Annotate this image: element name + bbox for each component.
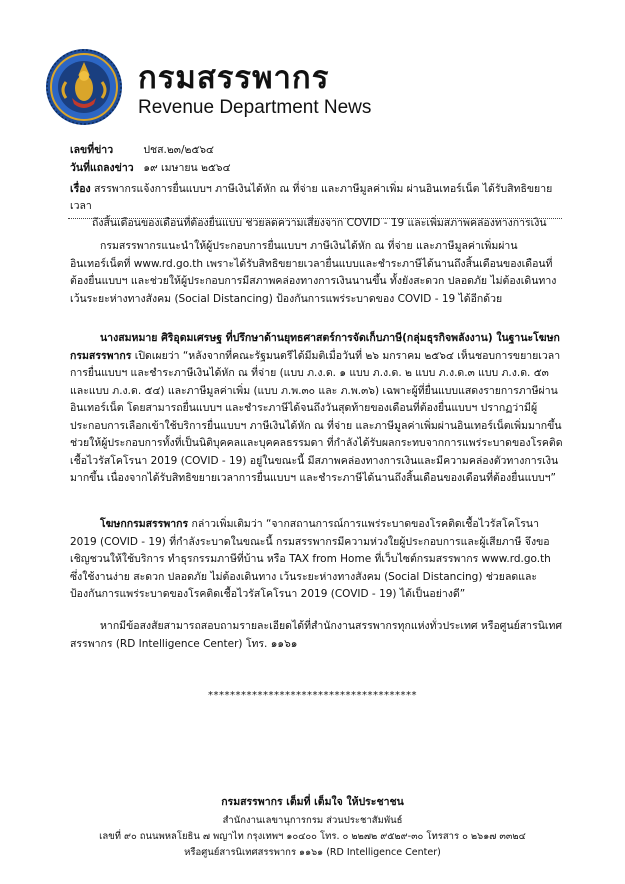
subject-label: เรื่อง <box>70 183 91 195</box>
footer-address: เลขที่ ๙๐ ถนนพหลโยธิน ๗ พญาไท กรุงเทพฯ ๑๐๔๐๐ โทร. ๐ ๒๒๗๒ ๙๕๒๙-๓๐ โทรสาร ๐ ๒๖๑๗ ๓๓๒๔ <box>99 831 526 842</box>
revenue-department-seal-icon <box>44 46 124 128</box>
dotted-divider <box>68 218 562 219</box>
paragraph-3-text: กล่าวเพิ่มเติมว่า “จากสถานการณ์การแพร่ระบาดของโรคติดเชื้อไวรัสโคโรนา 2019 (COVID - 19) ที่กำลังระบาดในขณะนี้ กรมสรรพากรมีความห่วงใยผู้ประกอบการและผู้เสียภาษี จึงขอเชิญชวนให้ใช้บริการ ทำธุรกรรมภาษีที่บ้าน หรือ TAX from Home ที่เว็บไซต์กรมสรรพากร www.rd.go.th ซึ่งใช้งานง่าย สะดวก ปลอดภัย ไม่ต้องเดินทาง เว้นระยะห่างทางสังคม (Social Distancing) ช่วยลดและป้องกันการแพร่ระบาดของโรคติดเชื้อไวรัสโคโรนา 2019 (COVID - 19) ได้เป็นอย่างดี” <box>70 518 551 600</box>
news-number-label: เลขที่ข่าว <box>70 144 114 156</box>
paragraph-1-text: กรมสรรพากรแนะนำให้ผู้ประกอบการยื่นแบบฯ ภาษีเงินได้หัก ณ ที่จ่าย และภาษีมูลค่าเพิ่มผ่านอินเทอร์เน็ตที่ www.rd.go.th เพราะได้รับสิทธิขยายเวลายื่นแบบและชำระภาษีได้นานถึงสิ้นเดือนของเดือนที่ต้องยื่นแบบฯ และช่วยให้ผู้ประกอบการมีสภาพคล่องทางการเงินนานขึ้น ทั้งยังสะดวก ปลอดภัย ไม่ต้องเดินทาง เว้นระยะห่างทางสังคม (Social Distancing) ป้องกันการแพร่ระบาดของ COVID - 19 ได้อีกด้วย <box>70 240 557 305</box>
paragraph-2 <box>70 330 565 488</box>
paragraph-4 <box>70 618 565 653</box>
subject-line-2: ถึงสิ้นเดือนของเดือนที่ต้องยื่นแบบ ช่วยลดความเสี่ยงจาก COVID - 19 และเพิ่มสภาพคล่องทางการเงิน <box>92 217 547 229</box>
paragraph-1 <box>70 238 565 308</box>
subject-line-1: สรรพากรแจ้งการยื่นแบบฯ ภาษีเงินได้หัก ณ ที่จ่าย และภาษีมูลค่าเพิ่ม ผ่านอินเทอร์เน็ต ได้รับสิทธิขยายเวลา <box>70 183 553 212</box>
release-date: ๑๙ เมษายน ๒๕๖๔ <box>143 162 231 174</box>
date-row <box>70 160 231 176</box>
header-title-en: Revenue Department News <box>138 97 372 118</box>
footer-motto: กรมสรรพากร เต็มที่ เต็มใจ ให้ประชาชน <box>221 796 404 808</box>
header-title-th: กรมสรรพากร <box>138 60 330 96</box>
footer-office: สำนักงานเลขานุการกรม ส่วนประชาสัมพันธ์ <box>222 815 403 826</box>
subject-block <box>70 181 570 232</box>
footer-hotline: หรือศูนย์สารนิเทศสรรพากร ๑๑๖๑ (RD Intelligence Center) <box>184 847 441 858</box>
paragraph-2-text: เปิดเผยว่า “หลังจากที่คณะรัฐมนตรีได้มีมติเมื่อวันที่ ๒๖ มกราคม ๒๕๖๔ เห็นชอบการขยายเวลาการยื่นแบบฯ และชำระภาษีเงินได้หัก ณ ที่จ่าย (แบบ ภ.ง.ด. ๑ แบบ ภ.ง.ด. ๒ แบบ ภ.ง.ด.๓ แบบ ภ.ง.ด. ๕๓ และแบบ ภ.ง.ด. ๕๔) และภาษีมูลค่าเพิ่ม (แบบ ภ.พ.๓๐ และ ภ.พ.๓๖) เฉพาะผู้ที่ยื่นแบบแสดงรายการภาษีผ่านอินเทอร์เน็ต โดยสามารถยื่นแบบฯ และชำระภาษีได้จนถึงวันสุดท้ายของเดือนที่ต้องยื่นแบบฯ ปรากฏว่ามีผู้ประกอบการเลือกเข้าใช้บริการยื่นแบบฯ ภาษีเงินได้หัก ณ ที่จ่าย และภาษีมูลค่าเพิ่มผ่านอินเทอร์เน็ตเพิ่มมากขึ้น ช่วยให้ผู้ประกอบการทั้งที่เป็นนิติบุคคลและบุคคลธรรมดา ที่กำลังได้รับผลกระทบจากการแพร่ระบาดของโรคติดเชื้อไวรัสโคโรนา 2019 (COVID - 19) อยู่ในขณะนี้ มีสภาพคล่องทางการเงินและมีความคล่องตัวทางการเงินมากขึ้น เนื่องจากได้รับสิทธิขยายเวลาการยื่นแบบฯ และชำระภาษีได้นานถึงสิ้นเดือนของเดือนที่ต้องยื่นแบบฯ” <box>70 349 563 484</box>
date-label: วันที่แถลงข่าว <box>70 162 134 174</box>
stars-separator: ************************************** <box>208 690 417 701</box>
spokesperson-title: โฆษกกรมสรรพากร <box>100 518 189 530</box>
paragraph-3 <box>70 516 565 604</box>
paragraph-4-text: หากมีข้อสงสัยสามารถสอบถามรายละเอียดได้ที่สำนักงานสรรพากรทุกแห่งทั่วประเทศ หรือศูนย์สารนิเทศสรรพากร (RD Intelligence Center) โทร. ๑๑๖๑ <box>70 620 563 650</box>
spokesperson-name: นางสมหมาย ศิริอุดมเศรษฐ ที่ปรึกษาด้านยุทธศาสตร์การจัดเก็บภาษี(กลุ่มธุรกิจพลังงาน) ในฐานะโฆษกกรมสรรพากร <box>70 332 560 362</box>
news-number: ปชส.๒๓/๒๕๖๔ <box>143 144 214 156</box>
news-number-row <box>70 142 214 158</box>
